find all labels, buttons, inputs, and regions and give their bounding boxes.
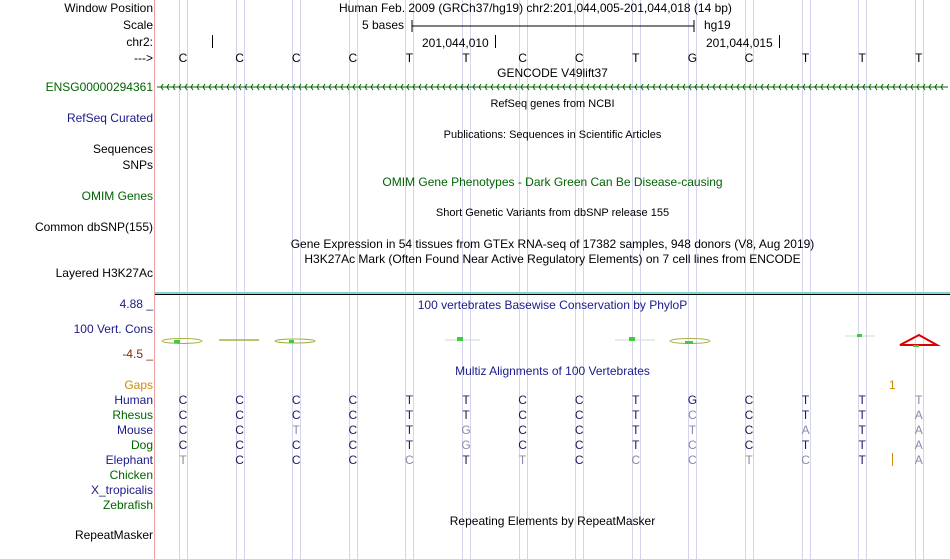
alignment-base: C bbox=[744, 423, 754, 437]
reference-base: T bbox=[801, 51, 810, 65]
layered-h3k27ac-label[interactable]: Layered H3K27Ac bbox=[55, 266, 153, 280]
alignment-base: C bbox=[235, 438, 244, 452]
species-label[interactable]: Elephant bbox=[105, 453, 153, 467]
alignment-base: C bbox=[518, 408, 527, 422]
alignment-base: C bbox=[348, 438, 358, 452]
alignment-base: C bbox=[801, 453, 810, 467]
reference-base: C bbox=[744, 51, 754, 65]
repeatmasker-label[interactable]: RepeatMasker bbox=[74, 528, 153, 542]
alignment-base: C bbox=[291, 408, 301, 422]
alignment-base: C bbox=[688, 453, 697, 467]
species-label[interactable]: Human bbox=[114, 393, 153, 407]
species-label[interactable]: Mouse bbox=[116, 423, 153, 437]
gene-arrow-line[interactable] bbox=[155, 82, 950, 92]
gaps-label[interactable]: Gaps bbox=[124, 378, 153, 392]
reference-base: C bbox=[178, 51, 188, 65]
alignment-base: T bbox=[858, 423, 866, 437]
alignment-base: C bbox=[518, 438, 527, 452]
omim-track-title[interactable]: OMIM Gene Phenotypes - Dark Green Can Be Disease-causing bbox=[382, 175, 723, 189]
alignment-base: C bbox=[235, 408, 244, 422]
alignment-base: G bbox=[687, 393, 698, 407]
alignment-base: C bbox=[348, 393, 358, 407]
alignment-base: C bbox=[574, 453, 584, 467]
reference-base: G bbox=[687, 51, 698, 65]
repeatmasker-track-title[interactable]: Repeating Elements by RepeatMasker bbox=[449, 514, 656, 528]
alignment-base: A bbox=[914, 453, 923, 467]
scale-size: 5 bases bbox=[362, 18, 405, 32]
alignment-base: C bbox=[178, 438, 188, 452]
alignment-base: G bbox=[461, 438, 471, 452]
alignment-base: T bbox=[179, 453, 187, 467]
omim-genes-label[interactable]: OMIM Genes bbox=[81, 189, 153, 203]
alignment-base: C bbox=[574, 438, 584, 452]
alignment-base: C bbox=[518, 423, 527, 437]
alignment-base: A bbox=[914, 423, 923, 437]
multiz-track-title[interactable]: Multiz Alignments of 100 Vertebrates bbox=[455, 364, 650, 378]
reference-base: C bbox=[291, 51, 301, 65]
alignment-base: C bbox=[405, 453, 414, 467]
alignment-base: C bbox=[348, 453, 358, 467]
window-position-label: Window Position bbox=[64, 1, 153, 15]
browser-track-area[interactable] bbox=[155, 0, 950, 559]
cons-max-value: 4.88 _ bbox=[119, 297, 153, 311]
alignment-base: T bbox=[462, 393, 470, 407]
alignment-base: T bbox=[405, 393, 414, 407]
alignment-base: T bbox=[405, 438, 414, 452]
alignment-base: T bbox=[858, 393, 866, 407]
alignment-base: C bbox=[235, 453, 244, 467]
coord-tick-1 bbox=[495, 35, 496, 48]
alignment-base: G bbox=[461, 423, 471, 437]
alignment-base: T bbox=[915, 393, 923, 407]
gap-count-marker: 1 bbox=[889, 378, 896, 392]
scale-assembly: hg19 bbox=[704, 18, 731, 32]
gencode-track-title[interactable]: GENCODE V49lift37 bbox=[497, 66, 608, 80]
alignment-base: A bbox=[914, 408, 923, 422]
alignment-base: T bbox=[801, 438, 810, 452]
phylop-mark-4 bbox=[445, 337, 480, 341]
phylop-mark-6 bbox=[670, 339, 710, 345]
reference-base: C bbox=[518, 51, 527, 65]
alignment-base: T bbox=[462, 453, 470, 467]
alignment-base: T bbox=[801, 408, 810, 422]
species-label[interactable]: Dog bbox=[130, 438, 153, 452]
alignment-base: T bbox=[858, 438, 866, 452]
track-separator bbox=[155, 294, 950, 295]
alignment-base: C bbox=[178, 393, 188, 407]
alignment-base: T bbox=[632, 408, 640, 422]
alignment-base: C bbox=[631, 453, 641, 467]
phylop-mark-8 bbox=[900, 335, 937, 347]
alignment-base: T bbox=[405, 408, 414, 422]
alignment-base: C bbox=[235, 423, 244, 437]
alignment-base: T bbox=[688, 423, 697, 437]
alignment-base: C bbox=[688, 408, 697, 422]
coord-tick-left bbox=[212, 35, 213, 48]
reference-base: C bbox=[574, 51, 584, 65]
phylop-mark-1 bbox=[162, 339, 202, 344]
phylop-conservation-plot[interactable] bbox=[155, 330, 950, 352]
reference-base: C bbox=[235, 51, 244, 65]
elephant-gap-bar bbox=[892, 453, 893, 466]
vert-cons-label[interactable]: 100 Vert. Cons bbox=[73, 322, 153, 336]
window-position-value: Human Feb. 2009 (GRCh37/hg19) chr2:201,044,005-201,044,018 (14 bp) bbox=[339, 1, 732, 15]
common-dbsnp-label[interactable]: Common dbSNP(155) bbox=[34, 220, 153, 234]
species-label[interactable]: X_tropicalis bbox=[90, 483, 153, 497]
refseq-curated-label[interactable]: RefSeq Curated bbox=[66, 111, 153, 125]
alignment-base: A bbox=[801, 423, 810, 437]
reference-base: T bbox=[858, 51, 866, 65]
cons-min-value: -4.5 _ bbox=[122, 347, 153, 361]
reference-base: T bbox=[632, 51, 640, 65]
species-label[interactable]: Rhesus bbox=[112, 408, 153, 422]
alignment-base: T bbox=[518, 453, 527, 467]
alignment-base: T bbox=[801, 393, 810, 407]
alignment-base: C bbox=[235, 393, 244, 407]
reference-base: T bbox=[405, 51, 414, 65]
coord-tick-2 bbox=[779, 35, 780, 48]
reference-base: T bbox=[915, 51, 923, 65]
alignment-base: T bbox=[745, 453, 753, 467]
alignment-base: C bbox=[744, 438, 754, 452]
species-label[interactable]: Chicken bbox=[109, 468, 153, 482]
gene-label-ensg[interactable]: ENSG00000294361 bbox=[45, 80, 153, 94]
alignment-base: C bbox=[348, 408, 358, 422]
alignment-base: C bbox=[744, 408, 754, 422]
h3k27ac-track-title[interactable]: H3K27Ac Mark (Often Found Near Active Regulatory Elements) on 7 cell lines from ENCODE bbox=[304, 252, 801, 266]
phylop-track-title[interactable]: 100 vertebrates Basewise Conservation by PhyloP bbox=[417, 298, 688, 312]
alignment-base: C bbox=[291, 438, 301, 452]
alignment-base: T bbox=[632, 438, 640, 452]
alignment-base: C bbox=[744, 393, 754, 407]
coord-label-2: 201,044,015 bbox=[706, 36, 773, 50]
alignment-base: C bbox=[688, 438, 697, 452]
phylop-mark-5 bbox=[615, 337, 655, 341]
alignment-base: C bbox=[178, 423, 188, 437]
scale-bar bbox=[411, 19, 696, 33]
alignment-base: A bbox=[914, 438, 923, 452]
alignment-base: C bbox=[574, 408, 584, 422]
alignment-base: C bbox=[178, 408, 188, 422]
alignment-base: C bbox=[574, 393, 584, 407]
refseq-track-title[interactable]: RefSeq genes from NCBI bbox=[490, 98, 615, 110]
sequences-label[interactable]: Sequences bbox=[92, 142, 153, 156]
phylop-mark-7 bbox=[845, 334, 875, 337]
chrom-label: chr2: bbox=[126, 35, 153, 49]
alignment-base: T bbox=[858, 408, 866, 422]
gtex-track-title[interactable]: Gene Expression in 54 tissues from GTEx RNA-seq of 17382 samples, 948 donors (V8, Aug 2019) bbox=[290, 237, 815, 251]
species-label[interactable]: Zebrafish bbox=[102, 498, 153, 512]
alignment-base: T bbox=[632, 393, 640, 407]
scale-label: Scale bbox=[122, 18, 153, 32]
snps-label[interactable]: SNPs bbox=[122, 158, 153, 172]
alignment-base: C bbox=[291, 453, 301, 467]
alignment-base: C bbox=[574, 423, 584, 437]
reference-base: T bbox=[462, 51, 470, 65]
alignment-base: T bbox=[632, 423, 640, 437]
alignment-base: T bbox=[292, 423, 300, 437]
alignment-base: C bbox=[348, 423, 358, 437]
phylop-mark-3 bbox=[275, 339, 315, 343]
alignment-base: T bbox=[462, 408, 470, 422]
alignment-base: T bbox=[405, 423, 414, 437]
reference-base: C bbox=[348, 51, 358, 65]
dbsnp-track-title[interactable]: Short Genetic Variants from dbSNP release 155 bbox=[435, 207, 670, 219]
alignment-base: C bbox=[518, 393, 527, 407]
coord-label-1: 201,044,010 bbox=[422, 36, 489, 50]
strand-label: ---> bbox=[134, 51, 153, 65]
alignment-base: C bbox=[291, 393, 301, 407]
alignment-base: T bbox=[858, 453, 866, 467]
publications-track-title[interactable]: Publications: Sequences in Scientific Articles bbox=[443, 129, 662, 141]
